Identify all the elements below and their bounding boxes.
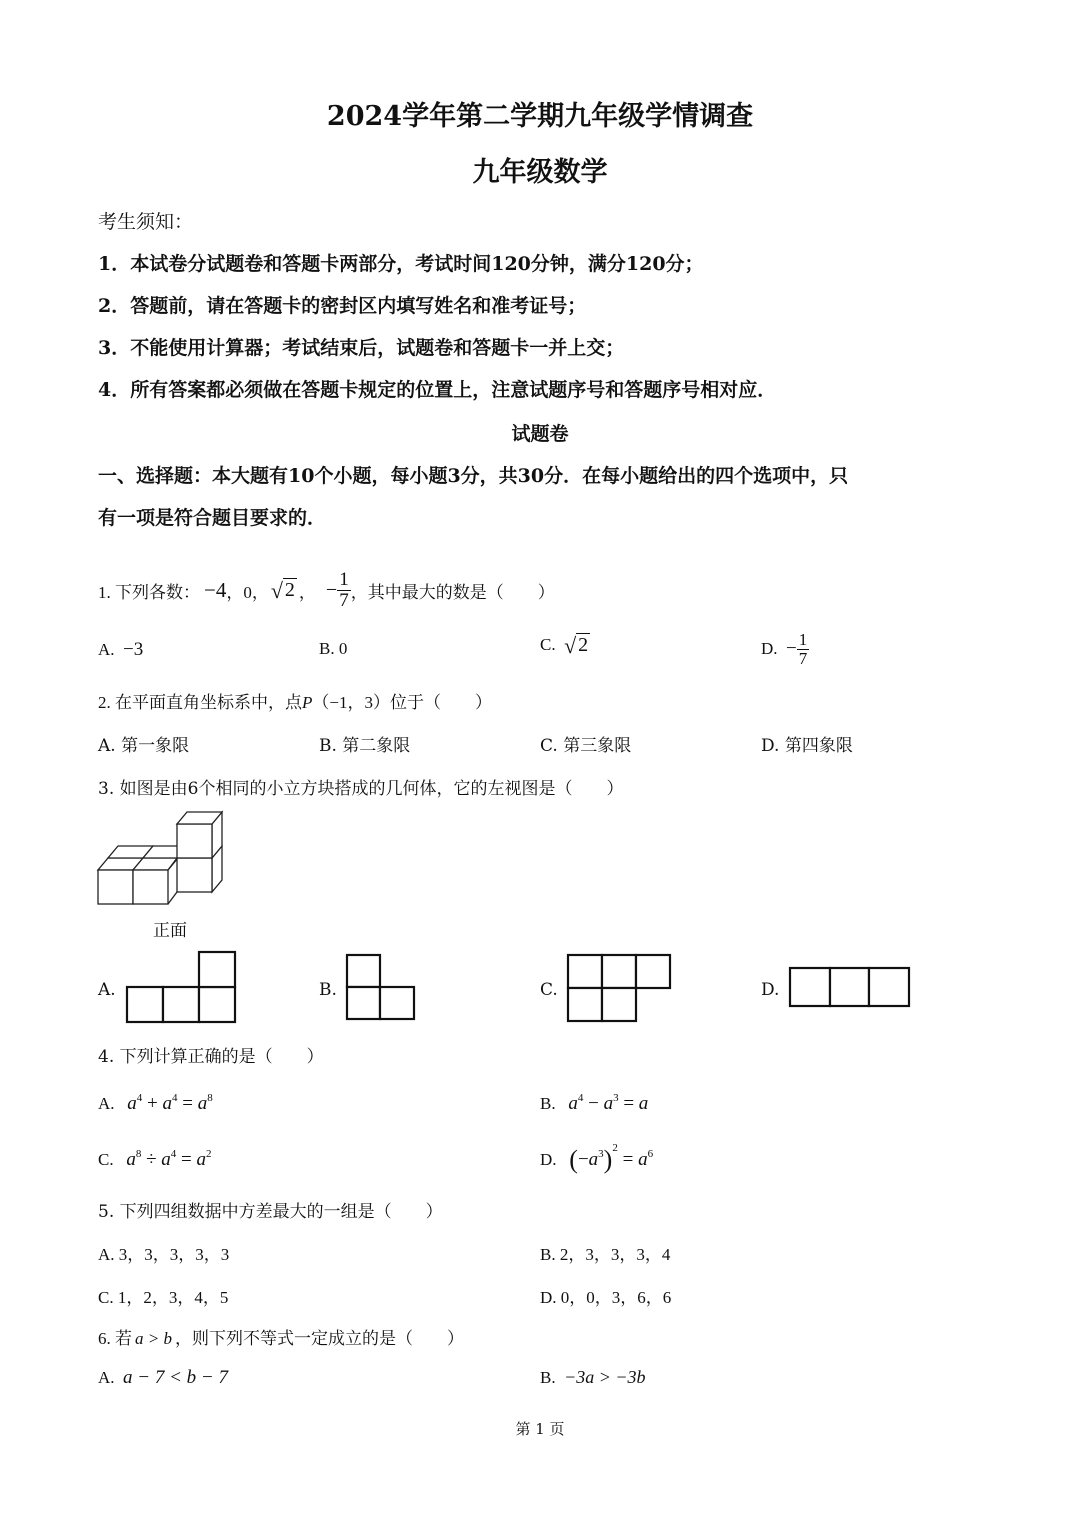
- q4-d-base2: a: [638, 1149, 648, 1170]
- cube-4: [177, 812, 222, 858]
- q4-option-b: [540, 1093, 648, 1115]
- q4-c-exp3: 2: [206, 1148, 212, 1160]
- q1-option-d-neg: −: [786, 638, 797, 659]
- q4-a-exp2: 4: [172, 1092, 178, 1104]
- q4-d-outer-exp: 2: [612, 1142, 618, 1154]
- q1-option-d-label: D.: [761, 639, 778, 658]
- q4-option-d: D. $(-a^3)^2 = a^6$: [540, 1142, 654, 1174]
- q3-option-a-label: A.: [98, 980, 116, 1000]
- q4-d-inner-exp: 3: [598, 1148, 604, 1160]
- q6-condition: a > b: [135, 1329, 172, 1348]
- q3-option-c-figure: [568, 955, 670, 1021]
- q4-b-base1: a: [568, 1093, 578, 1114]
- q4-a-base2: a: [162, 1093, 172, 1114]
- q6-option-a: [98, 1367, 228, 1389]
- q1-frac-num: 1: [339, 568, 349, 590]
- q5-option-d: D. 0，0，3，6，6: [540, 1288, 672, 1307]
- q5-stem: 5. 下列四组数据中方差最大的一组是（ ）: [98, 1202, 443, 1222]
- q4-d-exp3: 6: [647, 1148, 654, 1160]
- q6-option-a-expr: a − 7 < b − 7: [123, 1367, 228, 1388]
- q6-option-a-label: A.: [98, 1368, 115, 1387]
- q4-c-base1: a: [126, 1149, 136, 1170]
- q4-option-c: [98, 1149, 212, 1171]
- q5-option-b: B. 2，3，3，3，4: [540, 1245, 671, 1264]
- q3-option-d-label: D.: [761, 980, 780, 1000]
- notice-item-3: 3．不能使用计算器；考试结束后，试题卷和答题卡一并上交；: [98, 337, 625, 359]
- q1-option-b: B. 0: [319, 639, 348, 658]
- q4-b-eq: =: [623, 1093, 635, 1114]
- q2-suffix: （−1，3）位于（ ）: [312, 693, 492, 712]
- section1-line1: 一、选择题：本大题有10个小题，每小题3分，共30分．在每小题给出的四个选项中，只: [98, 465, 849, 487]
- q4-option-a-label: A.: [98, 1094, 115, 1113]
- q4-option-d-label: D.: [540, 1150, 557, 1169]
- q1-sqrt: √ 2: [270, 578, 295, 603]
- q3-figure-label: 正面: [153, 921, 187, 941]
- q1-sep1: ，0，: [226, 582, 269, 602]
- q4-option-c-label: C.: [98, 1150, 114, 1169]
- q6-prefix: 6. 若: [98, 1329, 132, 1348]
- q3-option-b-label: B.: [319, 980, 337, 1000]
- q2-option-b: B. 第二象限: [319, 736, 411, 756]
- q6-option-b: [540, 1367, 646, 1388]
- q3-option-c-label: C.: [540, 980, 558, 1000]
- q4-a-exp1: 4: [136, 1092, 143, 1104]
- q5-option-c: C. 1，2，3，4，5: [98, 1288, 229, 1307]
- page-number: 第 1 页: [515, 1420, 565, 1438]
- q2-option-a: A. 第一象限: [98, 736, 190, 756]
- q1-suffix: ，其中最大的数是（ ）: [350, 582, 555, 602]
- q6-suffix: ，则下列不等式一定成立的是（ ）: [174, 1329, 464, 1348]
- notice-heading: 考生须知：: [98, 211, 194, 233]
- q4-c-op: ÷: [146, 1149, 157, 1170]
- q3-option-a-figure: [127, 952, 235, 1022]
- q4-b-exp1: 4: [577, 1092, 584, 1104]
- q4-option-a: [98, 1093, 213, 1115]
- q6-option-b-expr: −3a > −3b: [564, 1367, 646, 1387]
- notice-item-2: 2．答题前，请在答题卡的密封区内填写姓名和准考证号；: [98, 295, 587, 317]
- q4-stem: 4. 下列计算正确的是（ ）: [98, 1047, 324, 1067]
- q4-b-exp2: 3: [613, 1092, 619, 1104]
- exam-title: 2024学年第二学期九年级学情调查: [326, 101, 754, 132]
- section1-line2: 有一项是符合题目要求的．: [98, 507, 327, 529]
- q4-a-exp3: 8: [207, 1092, 213, 1104]
- q4-b-rhs: a: [638, 1093, 649, 1114]
- q1-num-neg4: −4: [204, 577, 227, 602]
- q1-sep2: ，: [298, 582, 316, 602]
- q4-d-sign: −: [577, 1149, 589, 1170]
- q4-a-op: +: [147, 1093, 158, 1114]
- q1-option-c-sqrt-arg: 2: [578, 634, 589, 656]
- q4-c-exp1: 8: [135, 1148, 142, 1160]
- section-label: 试题卷: [511, 423, 569, 445]
- q4-a-base1: a: [127, 1093, 137, 1114]
- q4-c-eq: =: [181, 1149, 192, 1170]
- notice-item-1: 1．本试卷分试题卷和答题卡两部分，考试时间120分钟，满分120分；: [98, 253, 704, 275]
- q1-option-a-label: A.: [98, 640, 115, 659]
- q5-option-a: A. 3，3，3，3，3: [98, 1245, 230, 1264]
- q3-option-d-figure: [790, 968, 909, 1006]
- q1-option-c-sqrt: √ 2: [564, 633, 589, 658]
- q2-point: P: [302, 693, 313, 712]
- q4-option-b-label: B.: [540, 1094, 556, 1113]
- q4-c-exp2: 4: [170, 1148, 177, 1160]
- q1-prefix: 1. 下列各数：: [98, 582, 200, 602]
- q1-option-c-label: C.: [540, 635, 556, 654]
- q1-frac-den: 7: [339, 589, 349, 611]
- q4-d-eq: =: [622, 1149, 634, 1170]
- q6-option-b-label: B.: [540, 1368, 556, 1387]
- q2-option-d: D. 第四象限: [761, 736, 853, 756]
- q4-c-base2: a: [161, 1149, 171, 1170]
- q3-option-b-figure: [347, 955, 414, 1019]
- q4-c-base3: a: [196, 1149, 206, 1170]
- q4-b-op: −: [588, 1093, 599, 1114]
- q2-prefix: 2. 在平面直角坐标系中，点: [98, 693, 302, 712]
- q1-option-d-den: 7: [798, 648, 808, 668]
- exam-subtitle: 九年级数学: [472, 157, 608, 188]
- q2-option-c: C. 第三象限: [540, 736, 632, 756]
- q4-a-eq: =: [182, 1093, 193, 1114]
- q3-stem: 3. 如图是由6个相同的小立方块搭成的几何体，它的左视图是（ ）: [98, 779, 624, 799]
- q4-b-base2: a: [603, 1093, 614, 1114]
- q1-neg: −: [325, 578, 338, 601]
- q1-option-d-num: 1: [798, 629, 808, 649]
- q4-d-base1: a: [588, 1149, 599, 1170]
- q1-sqrt-arg: 2: [284, 579, 295, 601]
- notice-item-4: 4．所有答案都必须做在答题卡规定的位置上，注意试题序号和答题序号相对应．: [98, 379, 777, 401]
- q6-stem: [98, 1324, 464, 1349]
- q1-option-a-value: −3: [123, 639, 144, 660]
- q4-a-base3: a: [197, 1093, 208, 1114]
